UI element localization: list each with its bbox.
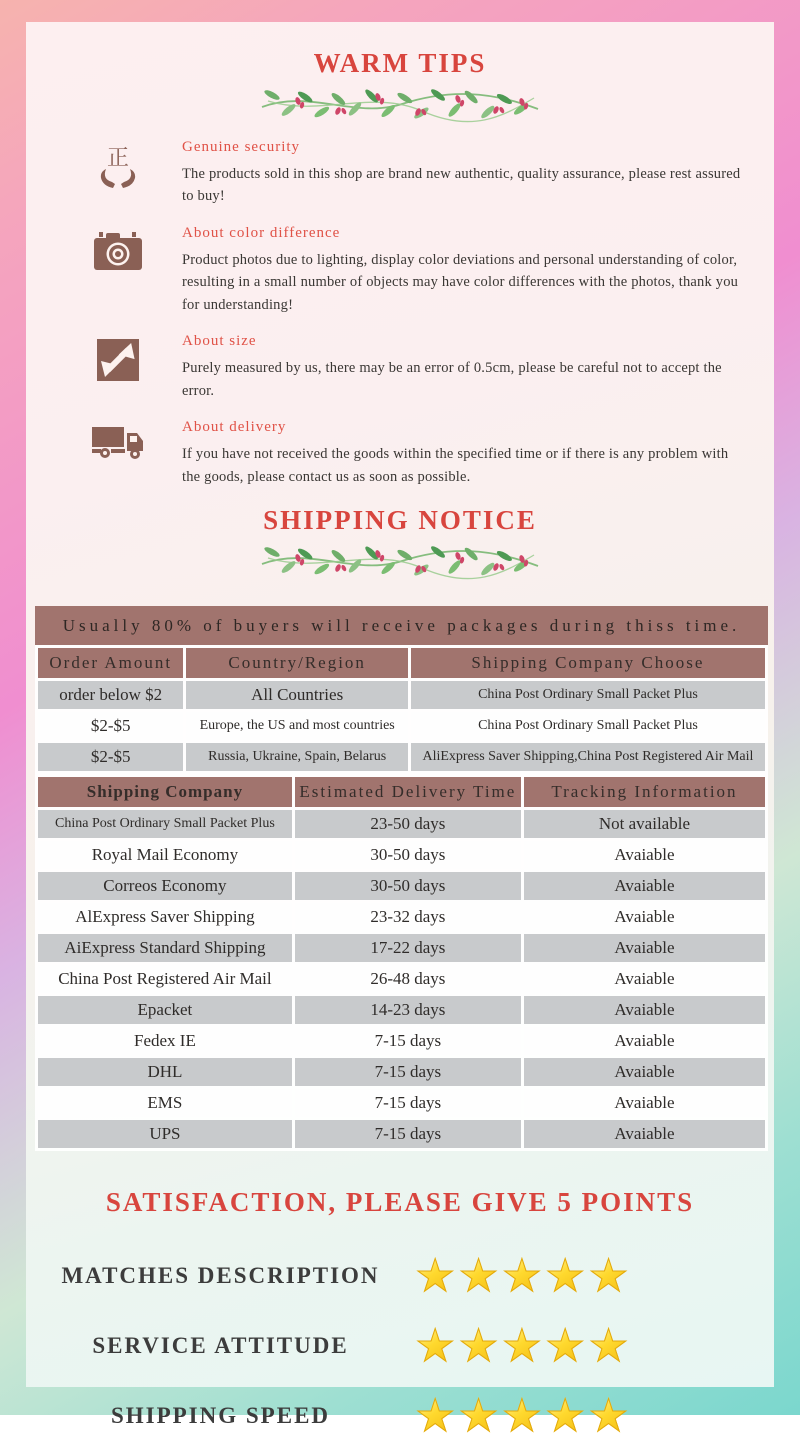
table-cell: $2-$5 [38,712,183,740]
table-cell: 23-50 days [295,810,521,838]
tip-heading: About size [182,333,257,350]
table-cell: Correos Economy [38,872,292,900]
satisfaction-title: SATISFACTION, PLEASE GIVE 5 POINTS [105,1187,695,1218]
column-header: Tracking Information [524,777,765,807]
tip-section [90,225,744,316]
svg-text:正: 正 [106,145,130,170]
table-cell: 30-50 days [295,872,521,900]
tip-heading: Genuine security [182,139,301,155]
table-cell: AlExpress Saver Shipping [38,903,292,931]
tip-section [90,139,744,208]
table-cell: $2-$5 [38,743,183,771]
table-cell: DHL [38,1058,292,1086]
column-header: Estimated Delivery Time [295,777,521,807]
table-cell: Avaiable [524,1120,765,1148]
table-row [38,1058,765,1086]
star-icon: ★ [545,1391,586,1441]
rating-label: SHIPPING SPEED [110,1403,331,1429]
star-icon: ★ [588,1391,629,1441]
table-row [38,1120,765,1148]
column-header: Order Amount [38,648,183,678]
rating-row [26,1252,774,1300]
table-cell: 26-48 days [295,965,521,993]
rating-label: SERVICE ATTITUDE [92,1333,349,1359]
table-cell: 7-15 days [295,1058,521,1086]
floral-divider [26,538,774,586]
tip-text [182,139,744,208]
table-cell: EMS [38,1089,292,1117]
table-cell: 30-50 days [295,841,521,869]
table-row [38,965,765,993]
tips-list [26,135,774,488]
table-cell: All Countries [186,681,407,709]
table-cell: Not available [524,810,765,838]
table-cell: AiExpress Standard Shipping [38,934,292,962]
table-cell: China Post Ordinary Small Packet Plus [411,681,765,709]
table-row [38,743,765,771]
rating-label: MATCHES DESCRIPTION [61,1263,380,1289]
table-cell: Avaiable [524,996,765,1024]
table-cell: order below $2 [38,681,183,709]
table-row [38,841,765,869]
table-cell: UPS [38,1120,292,1148]
tip-section [90,419,744,488]
table-cell: Avaiable [524,841,765,869]
table-row [38,810,765,838]
table-cell: 7-15 days [295,1120,521,1148]
table-cell: Avaiable [524,934,765,962]
table-row [38,712,765,740]
star-icon: ★ [501,1251,543,1302]
column-header: Country/Region [186,648,407,678]
table-cell: 7-15 days [295,1027,521,1055]
star-icon: ★ [588,1321,629,1372]
column-header: Shipping Company Choose [411,648,765,678]
star-rating [415,1321,629,1372]
tip-section [90,333,744,402]
table-cell: 14-23 days [295,996,521,1024]
star-icon: ★ [545,1321,586,1372]
star-icon: ★ [458,1251,499,1302]
tip-heading: About color difference [182,224,341,241]
table-header-row [38,777,765,807]
table-cell: Avaiable [524,903,765,931]
genuine-security-icon [90,139,146,208]
table-row [38,934,765,962]
tip-text [182,419,744,488]
table-cell: Avaiable [524,1058,765,1086]
star-icon: ★ [588,1251,629,1302]
table-row [38,903,765,931]
shipping-notice-title: SHIPPING NOTICE [263,505,537,536]
star-icon: ★ [458,1391,499,1441]
delivery-truck-icon [90,419,146,488]
star-icon: ★ [415,1391,456,1441]
tip-body: If you have not received the goods within the specified time or if there is any problem with the goods, please contact us as soon as possible. [182,446,729,485]
table-cell: Epacket [38,996,292,1024]
table-cell: Fedex IE [38,1027,292,1055]
table-cell: Europe, the US and most countries [186,712,407,740]
table-cell: Avaiable [524,872,765,900]
star-icon: ★ [458,1321,499,1372]
star-icon: ★ [415,1321,456,1372]
table-cell: China Post Ordinary Small Packet Plus [411,712,765,740]
table-cell: AliExpress Saver Shipping,China Post Registered Air Mail [411,743,765,771]
table-cell: Avaiable [524,1089,765,1117]
table-header-row [38,648,765,678]
star-rating [415,1251,629,1302]
table-cell: Avaiable [524,1027,765,1055]
table-cell: 23-32 days [295,903,521,931]
star-icon: ★ [501,1391,543,1441]
table-row [38,996,765,1024]
star-rating [415,1391,629,1441]
warm-tips-title: WARM TIPS [313,48,487,78]
table-row [38,872,765,900]
table-cell: 17-22 days [295,934,521,962]
tip-body: Purely measured by us, there may be an error of 0.5cm, please be careful not to accept the error. [182,360,722,399]
table-cell: 7-15 days [295,1089,521,1117]
shipping-banner: Usually 80% of buyers will receive packages during thiss time. [35,606,768,645]
star-icon: ★ [545,1251,586,1302]
table-cell: Russia, Ukraine, Spain, Belarus [186,743,407,771]
delivery-time-table [35,774,768,1151]
tip-text [182,225,744,316]
column-header: Shipping Company [38,777,292,807]
tip-body: Product photos due to lighting, display color deviations and personal understanding of color, resulting in a small number of objects may have color differences with the photos, thank you for understanding! [182,251,739,313]
rating-row [26,1392,774,1440]
star-icon: ★ [415,1251,456,1302]
table-cell: China Post Registered Air Mail [38,965,292,993]
floral-divider [26,81,774,129]
page-content [26,22,774,1441]
order-shipping-table [35,645,768,774]
table-cell: Royal Mail Economy [38,841,292,869]
tip-body: The products sold in this shop are brand new authentic, quality assurance, please rest assured to buy! [182,166,741,205]
size-arrow-icon [90,333,146,402]
star-icon: ★ [501,1321,543,1372]
table-row [38,1089,765,1117]
table-row [38,1027,765,1055]
table-row [38,681,765,709]
ratings-list [26,1252,774,1440]
table-cell: Avaiable [524,965,765,993]
tip-heading: About delivery [182,419,287,436]
camera-icon [90,225,146,316]
table-cell: China Post Ordinary Small Packet Plus [38,810,292,838]
tip-text [182,333,744,402]
rating-row [26,1322,774,1370]
